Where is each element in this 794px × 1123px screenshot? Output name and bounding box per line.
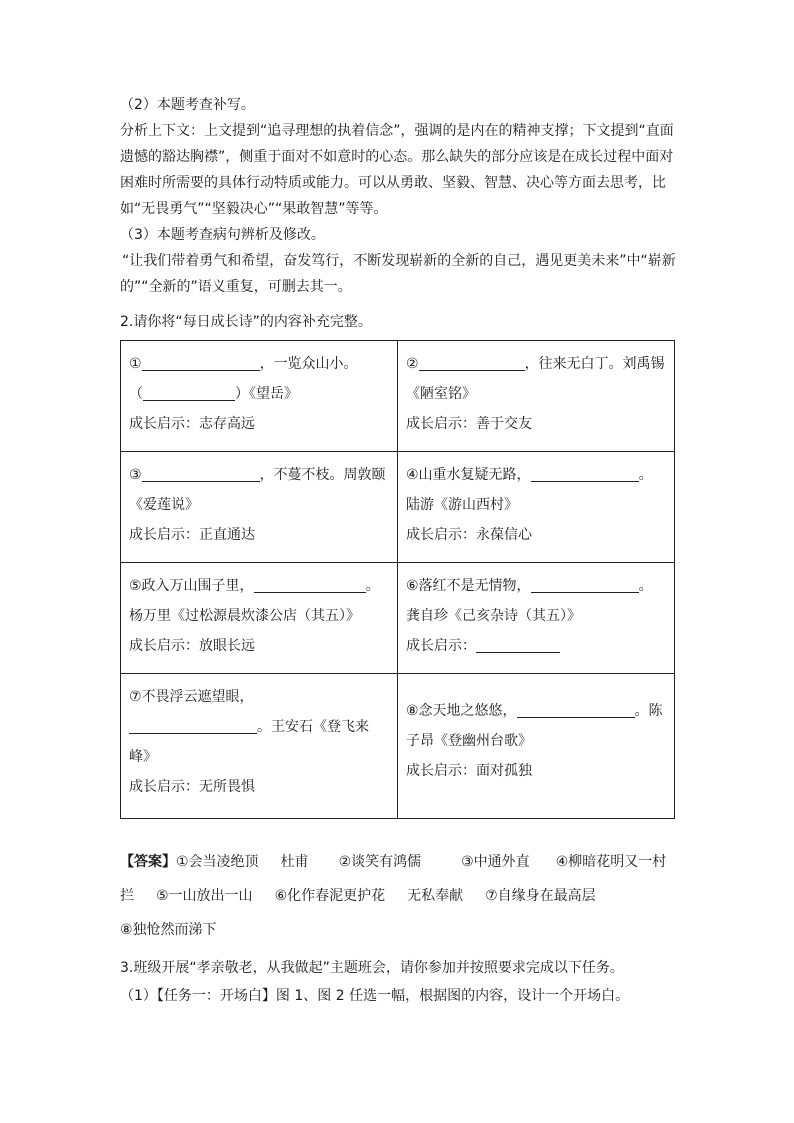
fill-blank[interactable] bbox=[419, 354, 525, 371]
growth-insight: 成长启示：正直通达 bbox=[129, 527, 255, 543]
poem-cell-2: ② ，往来无白丁。刘禹锡《陋室铭》 成长启示：善于交友 bbox=[398, 341, 675, 452]
growth-insight: 成长启示：面对孤独 bbox=[406, 763, 532, 779]
fill-blank[interactable] bbox=[517, 701, 635, 718]
poem-cell-4: ④山重水复疑无路， 。陆游《游山西村》 成长启示：永葆信心 bbox=[398, 452, 675, 563]
poem-table bbox=[120, 340, 675, 819]
poem-cell-6: ⑥落红不是无情物， 。龚自珍《己亥杂诗（其五）》 成长启示： bbox=[398, 563, 675, 674]
growth-insight: 成长启示：善于交友 bbox=[406, 416, 532, 432]
answer-block: 【答案】①会当凌绝顶 杜甫 ②谈笑有鸿儒 ③中通外直 ④柳暗花明又一村拦 ⑤一山放出一山 ⑥化作春泥更护花 无私奉献 ⑦自缘身在最高层 ⑧独怆然而涕下 bbox=[120, 854, 667, 938]
fill-blank[interactable] bbox=[142, 354, 260, 371]
growth-insight: 成长启示：放眼长远 bbox=[129, 638, 255, 654]
answer-label: 【答案】 bbox=[120, 854, 176, 870]
poem-cell-5: ⑤政入万山围子里， 。杨万里《过松源晨炊漆公店（其五）》 成长启示：放眼长远 bbox=[121, 563, 398, 674]
growth-insight: 成长启示：永葆信心 bbox=[406, 527, 532, 543]
question-3-title: 3.班级开展“孝亲敬老，从我做起”主题班会，请你参加并按照要求完成以下任务。 bbox=[120, 960, 624, 976]
fill-blank[interactable] bbox=[143, 384, 235, 401]
growth-insight: 成长启示：志存高远 bbox=[129, 416, 255, 432]
fill-blank[interactable] bbox=[142, 465, 260, 482]
growth-insight-label: 成长启示： bbox=[406, 638, 476, 654]
fill-blank[interactable] bbox=[531, 465, 639, 482]
question-2-title: 2.请你将“每日成长诗”的内容补充完整。 bbox=[120, 314, 372, 330]
poem-cell-3: ③ ，不蔓不枝。周敦颐《爱莲说》 成长启示：正直通达 bbox=[121, 452, 398, 563]
fill-blank[interactable] bbox=[129, 717, 257, 734]
fill-blank[interactable] bbox=[254, 576, 366, 593]
fill-blank[interactable] bbox=[476, 636, 560, 653]
q2-analysis-title: （2）本题考查补写。 bbox=[120, 97, 255, 113]
poem-cell-7: ⑦不畏浮云遮望眼， 。王安石《登飞来峰》 成长启示：无所畏惧 bbox=[121, 674, 398, 819]
poem-cell-8: ⑧念天地之悠悠， 。陈子昂《登幽州台歌》 成长启示：面对孤独 bbox=[398, 674, 675, 819]
question-3-task-1: （1）【任务一：开场白】图 1、图 2 任选一幅，根据图的内容，设计一个开场白。 bbox=[120, 988, 630, 1004]
q3-analysis-title: （3）本题考查病句辨析及修改。 bbox=[120, 227, 325, 243]
document-page bbox=[120, 92, 676, 1009]
poem-cell-1: ① ，一览众山小。 （ ）《望岳》 成长启示：志存高远 bbox=[121, 341, 398, 452]
fill-blank[interactable] bbox=[531, 576, 639, 593]
growth-insight: 成长启示：无所畏惧 bbox=[129, 779, 255, 795]
q3-analysis-text: “让我们带着勇气和希望，奋发笃行，不断发现崭新的全新的自己，遇见更美未来”中“崭新的”“全新的”语义重复，可删去其一。 bbox=[120, 253, 676, 295]
q2-analysis-text: 分析上下文：上文提到“追寻理想的执着信念”，强调的是内在的精神支撑；下文提到“直面遗憾的豁达胸襟”，侧重于面对不如意时的心态。那么缺失的部分应该是在成长过程中面对困难时所需要的具体行动特质或能力。可以从勇敢、坚毅、智慧、决心等方面去思考，比如“无畏勇气”“坚毅决心”“果敢智慧”等等。 bbox=[120, 123, 674, 217]
